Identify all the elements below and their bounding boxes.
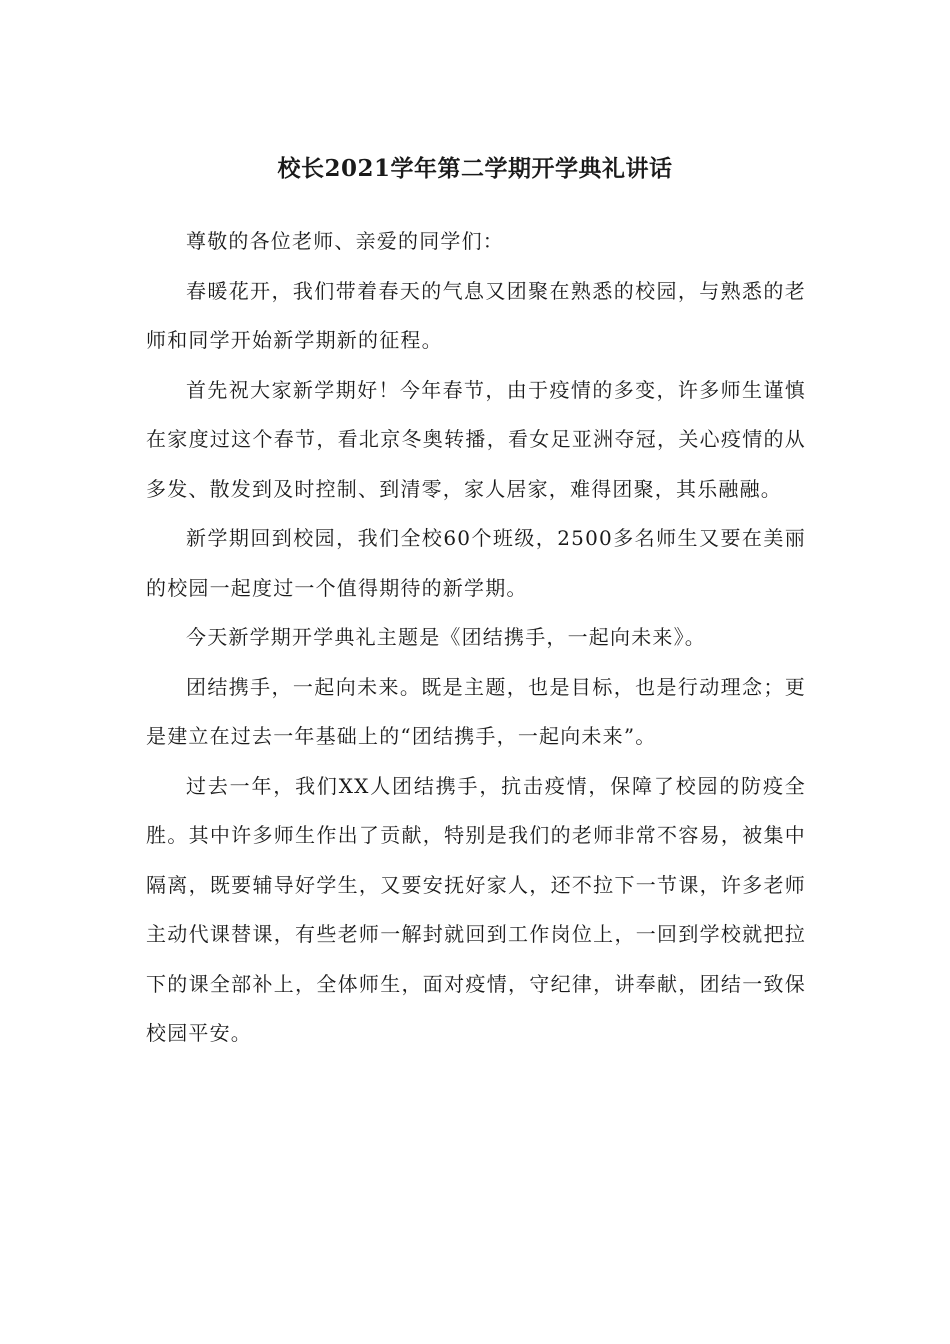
paragraph-theme: 今天新学期开学典礼主题是《团结携手，一起向未来》。 (186, 625, 706, 649)
document-body (146, 217, 806, 1059)
paragraph-past-year: 过去一年，我们XX人团结携手，抗击疫情，保障了校园的防疫全胜。其中许多师生作出了贡献，特别是我们的老师非常不容易，被集中隔离，既要辅导好学生，又要安抚好家人，还不拉下一节课，许多老师主动代课替课，有些老师一解封就回到工作岗位上，一回到学校就把拉下的课全部补上，全体师生，面对疫情，守纪律，讲奉献，团结一致保校园平安。 (146, 773, 806, 1045)
paragraph-new-year: 首先祝大家新学期好！今年春节，由于疫情的多变，许多师生谨慎在家度过这个春节，看北京冬奥转播，看女足亚洲夺冠，关心疫情的从多发、散发到及时控制、到清零，家人居家，难得团聚，其乐融融。 (146, 377, 806, 501)
paragraph-opening: 春暖花开，我们带着春天的气息又团聚在熟悉的校园，与熟悉的老师和同学开始新学期新的征程。 (146, 278, 806, 352)
paragraph-theme-meaning: 团结携手，一起向未来。既是主题，也是目标，也是行动理念；更是建立在过去一年基础上的“团结携手，一起向未来”。 (146, 674, 806, 748)
document-title: 校长2021学年第二学期开学典礼讲话 (277, 155, 673, 182)
paragraph-return-campus: 新学期回到校园，我们全校60个班级，2500多名师生又要在美丽的校园一起度过一个值得期待的新学期。 (146, 526, 806, 600)
paragraph-salutation: 尊敬的各位老师、亲爱的同学们： (186, 229, 504, 253)
